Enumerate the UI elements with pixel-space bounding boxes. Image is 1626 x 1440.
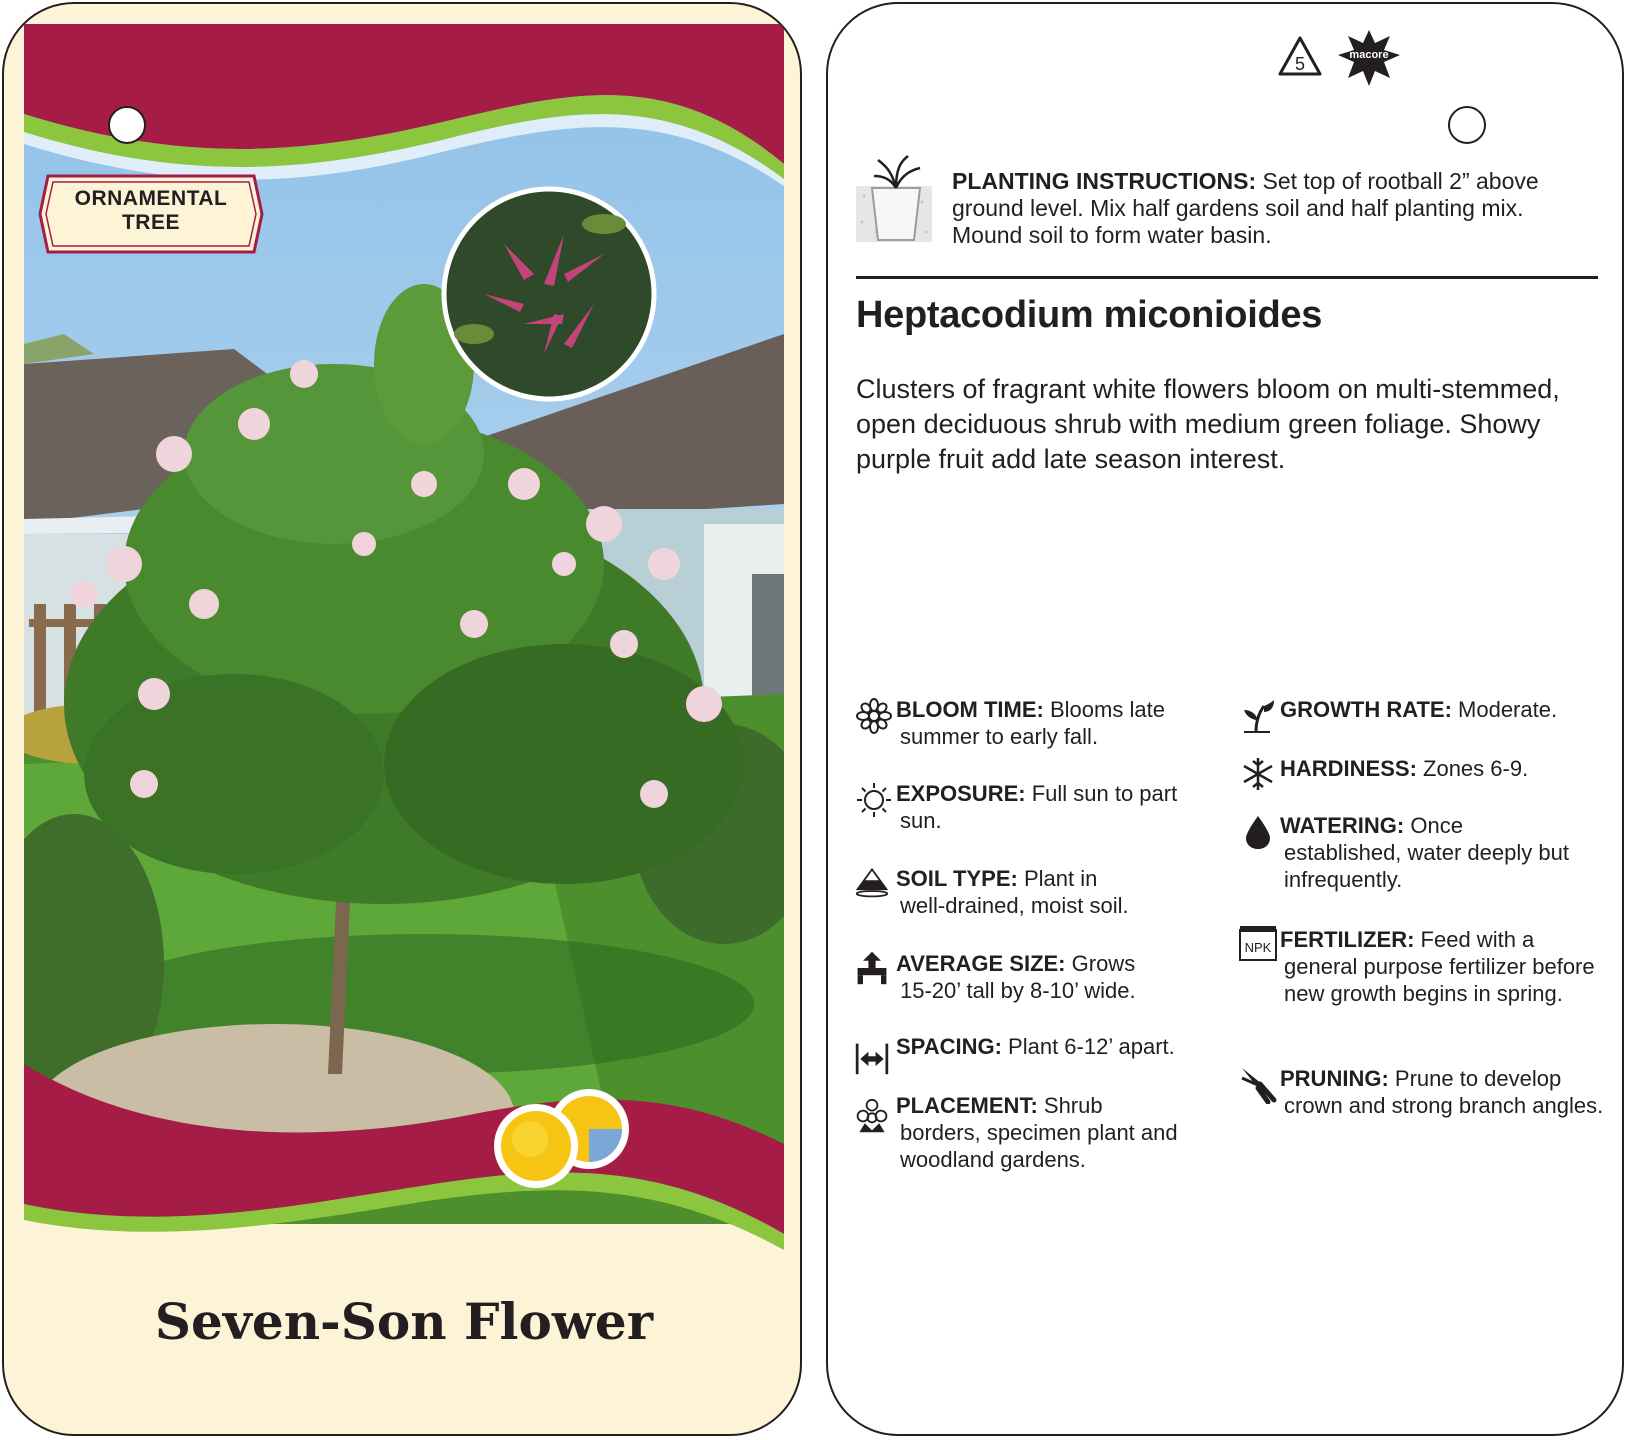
average-size-text: 15-20’ tall by 8-10’ wide. — [900, 978, 1136, 1003]
watering-line1: Once — [1404, 813, 1463, 838]
flower-icon — [856, 698, 892, 734]
average-size-label: AVERAGE SIZE: — [896, 951, 1066, 976]
bloom-time — [896, 696, 1226, 750]
spacing-line1: Plant 6-12’ apart. — [1001, 1034, 1175, 1059]
category-badge-text — [38, 187, 264, 235]
npk-label: NPK — [1244, 940, 1272, 955]
watering-label: WATERING: — [1280, 813, 1405, 838]
watering-text: established, water deeply but infrequently. — [1284, 840, 1569, 892]
bloom-time-line1: Blooms late — [1043, 697, 1165, 722]
growth-rate — [1280, 696, 1620, 723]
bloom-time-label: BLOOM TIME: — [896, 697, 1044, 722]
placement-label: PLACEMENT: — [896, 1093, 1038, 1118]
fertilizer — [1280, 926, 1620, 1007]
soil-icon — [854, 864, 890, 900]
badge-line-1: ORNAMENTAL — [74, 187, 228, 210]
pruning — [1280, 1065, 1620, 1119]
placement-text: borders, specimen plant and woodland gardens. — [900, 1120, 1178, 1172]
badge-line-2: TREE — [121, 211, 180, 234]
growth-rate-label: GROWTH RATE: — [1280, 697, 1452, 722]
growth-rate-line1: Moderate. — [1451, 697, 1558, 722]
pruning-line1: Prune to develop — [1388, 1066, 1562, 1091]
front-tag — [2, 2, 802, 1436]
pruning-text: crown and strong branch angles. — [1284, 1093, 1604, 1118]
soil-type-text: well-drained, moist soil. — [900, 893, 1129, 918]
planting-instructions — [952, 168, 1592, 249]
snowflake-icon — [1240, 756, 1276, 792]
common-name: Seven-Son Flower — [154, 1292, 654, 1351]
divider — [856, 276, 1598, 279]
exposure — [896, 780, 1226, 834]
exposure-label: EXPOSURE: — [896, 781, 1026, 806]
plant-description: Clusters of fragrant white flowers bloom on multi-stemmed, open deciduous shrub with medium green foliage. Showy purple fruit add late season interest. — [856, 374, 1560, 474]
spacing — [896, 1033, 1226, 1060]
placement-icon — [854, 1098, 890, 1134]
planting-pot-icon — [856, 152, 936, 248]
recycle-icon — [1276, 34, 1324, 82]
fertilizer-line1: Feed with a — [1414, 927, 1535, 952]
fertilizer-icon — [1238, 924, 1278, 964]
average-size — [896, 950, 1226, 1004]
full-sun-icon — [494, 1104, 578, 1188]
soil-type — [896, 865, 1226, 919]
recycle-number: 5 — [1294, 54, 1306, 74]
hardiness-label: HARDINESS: — [1280, 756, 1417, 781]
exposure-icons — [494, 1084, 644, 1194]
scientific-name: Heptacodium miconioides — [856, 294, 1323, 336]
soil-type-label: SOIL TYPE: — [896, 866, 1018, 891]
pruner-icon — [1238, 1064, 1278, 1104]
sprout-icon — [1240, 698, 1276, 734]
hardiness — [1280, 755, 1620, 782]
placement — [896, 1092, 1226, 1173]
spacing-label: SPACING: — [896, 1034, 1002, 1059]
placement-line1: Shrub — [1037, 1093, 1103, 1118]
hardiness-line1: Zones 6-9. — [1416, 756, 1529, 781]
planting-label: PLANTING INSTRUCTIONS: — [952, 168, 1257, 194]
hang-hole — [108, 106, 146, 144]
fertilizer-text: general purpose fertilizer before new growth begins in spring. — [1284, 954, 1595, 1006]
fertilizer-label: FERTILIZER: — [1280, 927, 1415, 952]
height-icon — [854, 950, 890, 986]
pruning-label: PRUNING: — [1280, 1066, 1389, 1091]
soil-type-line1: Plant in — [1017, 866, 1098, 891]
water-drop-icon — [1240, 814, 1276, 850]
exposure-text: sun. — [900, 808, 942, 833]
sun-icon — [856, 782, 892, 818]
spacing-icon — [854, 1040, 890, 1076]
planting-text: Set top of rootball 2” above ground level. Mix half gardens soil and half planting mix. Mound soil to form water basin. — [952, 168, 1539, 248]
exposure-line1: Full sun to part — [1025, 781, 1178, 806]
back-tag — [826, 2, 1624, 1436]
macore-text: macore — [1349, 49, 1389, 61]
average-size-line1: Grows — [1065, 951, 1136, 976]
bloom-time-text: summer to early fall. — [900, 724, 1099, 749]
hang-hole-back — [1448, 106, 1486, 144]
watering — [1280, 812, 1620, 893]
